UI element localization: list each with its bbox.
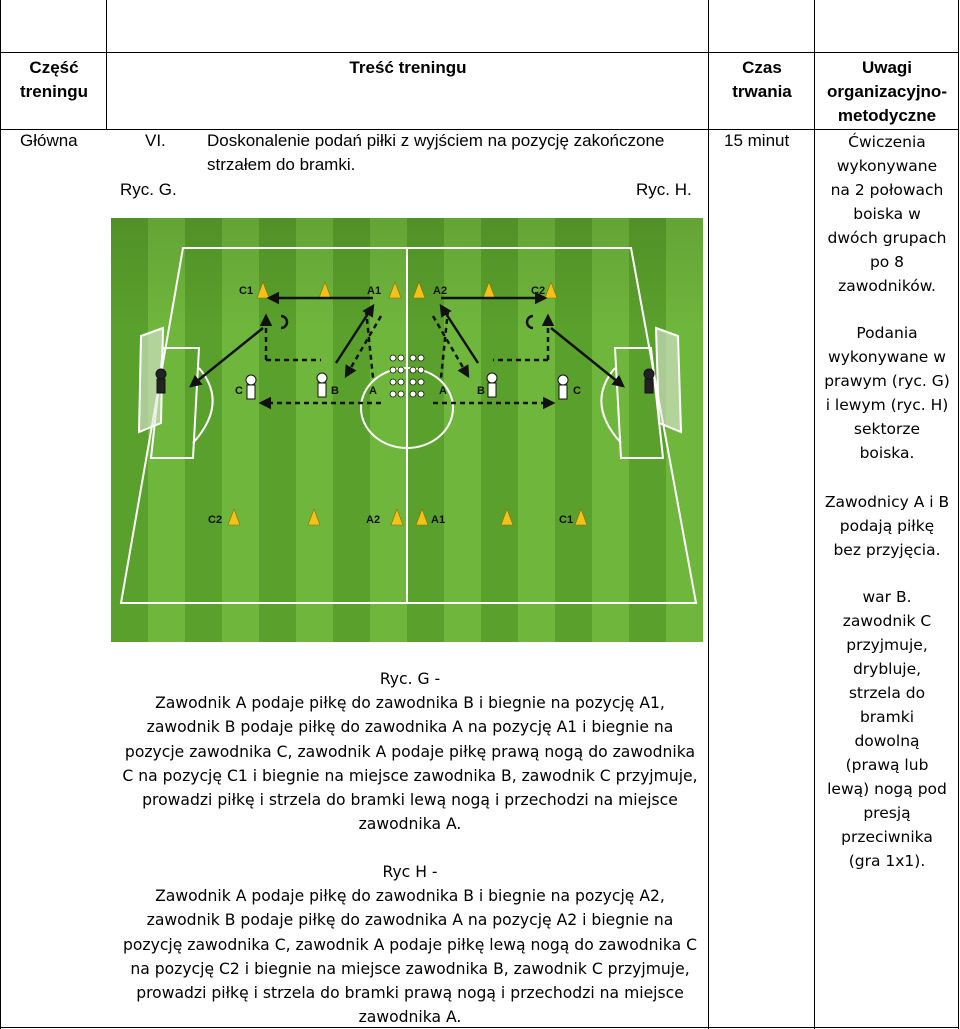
notes-block-1: Ćwiczenia wykonywane na 2 połowach boiska w dwóch grupach po 8 zawodników.: [827, 133, 947, 295]
notes-block-3: Zawodnicy A i B podają piłkę bez przyjęcia.: [824, 493, 950, 559]
figure-g-label: Ryc. G.: [120, 180, 177, 199]
row-part: Główna: [20, 131, 78, 150]
label-c1-bottom: C1: [559, 514, 574, 526]
row-time: 15 minut: [724, 131, 790, 150]
row-number: VI.: [145, 131, 166, 150]
label-c-left: C: [235, 385, 243, 397]
label-a-left: A: [369, 385, 377, 397]
label-a1-top: A1: [367, 285, 382, 297]
description-h: Ryc H - Zawodnik A podaje piłkę do zawodnika B i biegnie na pozycję A2, zawodnik B podaje piłkę do zawodnika A na pozycję A2 i biegnie na pozycję zawodnika C, zawodnik A podaje piłkę lewą nogą do zawodnika C na pozycję C2 i biegnie na miejsce zawodnika B, zawodnik C przyjmuje, prowadzi piłkę i strzela do bramki prawą nogą i przechodzi na miejsce zawodnika A.: [122, 863, 698, 1027]
exercise-title-line1: Doskonalenie podań piłki z wyjściem na pozycję zakończone: [207, 131, 665, 150]
description-g: Ryc. G - Zawodnik A podaje piłkę do zawodnika B i biegnie na pozycję A1, zawodnik B podaje piłkę do zawodnika A na pozycję A1 i biegnie na pozycje zawodnika C, zawodnik A podaje piłkę prawą nogą do zawodnika C na pozycję C1 i biegnie na miejsce zawodnika B, zawodnik C przyjmuje, prowadzi piłkę i strzela do bramki lewą nogą i przechodzi na miejsce zawodnika A.: [122, 670, 698, 834]
label-c2-bottom: C2: [208, 514, 223, 526]
exercise-title-line2: strzałem do bramki.: [207, 155, 356, 174]
table-divider-1: [106, 0, 107, 130]
notes-block-2: Podania wykonywane w prawym (ryc. G) i lewym (ryc. H) sektorze boiska.: [824, 324, 950, 462]
table-header-top: [0, 52, 959, 53]
header-part: Część treningu: [20, 58, 88, 101]
label-a2-bottom: A2: [366, 514, 381, 526]
figure-h-label: Ryc. H.: [636, 180, 692, 199]
header-notes: Uwagi organizacyjno- metodyczne: [827, 58, 947, 125]
label-c2-top: C2: [531, 285, 546, 297]
table-divider-2: [708, 0, 709, 1029]
label-c1-top: C1: [239, 285, 254, 297]
table-border-left: [0, 0, 1, 1029]
header-time: Czas trwania: [732, 58, 792, 101]
label-a-right: A: [439, 385, 447, 397]
header-content: Treść treningu: [349, 58, 467, 77]
label-a2-top: A2: [433, 285, 448, 297]
pitch-diagram: [111, 218, 703, 642]
label-a1-bottom: A1: [431, 514, 446, 526]
label-b-right: B: [477, 385, 485, 397]
label-b-left: B: [331, 385, 339, 397]
notes-block-4: war B. zawodnik C przyjmuje, drybluje, strzela do bramki dowolną (prawą lub lewą) nogą pod presją przeciwnika (gra 1x1).: [827, 588, 947, 870]
label-c-right: C: [573, 385, 581, 397]
